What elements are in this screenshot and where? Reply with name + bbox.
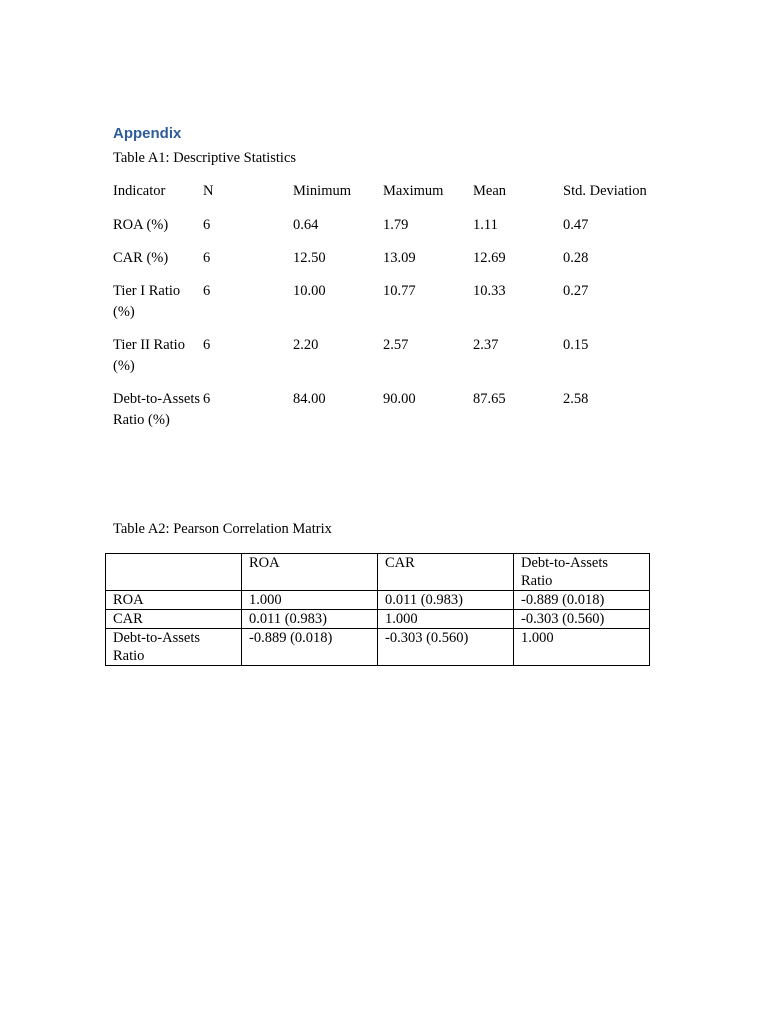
table-cell: 0.011 (0.983) (378, 591, 514, 610)
table-cell: 0.011 (0.983) (242, 610, 378, 629)
column-header: CAR (378, 554, 514, 591)
table-a1-caption: Table A1: Descriptive Statistics (113, 150, 297, 166)
table-cell: 10.77 (383, 283, 416, 299)
table-cell: 6 (203, 217, 211, 233)
table-cell: 0.27 (563, 283, 589, 299)
table-cell: 2.20 (293, 337, 319, 353)
column-header: Debt-to-Assets Ratio (514, 554, 650, 591)
table-header-row (113, 181, 653, 215)
table-cell: 1.000 (514, 629, 650, 666)
table-cell: CAR (106, 610, 242, 629)
table-cell: 1.000 (378, 610, 514, 629)
table-cell: ROA (106, 591, 242, 610)
table-cell: 2.57 (383, 337, 409, 353)
table-cell: 6 (203, 337, 211, 353)
column-header: ROA (242, 554, 378, 591)
table-cell: -0.303 (0.560) (378, 629, 514, 666)
table-cell: Tier I Ratio (%) (113, 283, 181, 320)
table-cell: 13.09 (383, 250, 416, 266)
table-cell: 1.11 (473, 217, 498, 233)
table-row (106, 610, 650, 629)
table-cell: 10.00 (293, 283, 326, 299)
appendix-heading: Appendix (113, 125, 182, 142)
table-cell: -0.889 (0.018) (514, 591, 650, 610)
table-row (113, 389, 653, 443)
column-header: N (203, 183, 214, 199)
table-cell: 1.79 (383, 217, 409, 233)
table-cell: 0.28 (563, 250, 589, 266)
table-cell: 12.50 (293, 250, 326, 266)
column-header: Std. Deviation (563, 183, 647, 199)
table-cell: -0.303 (0.560) (514, 610, 650, 629)
table-cell: -0.889 (0.018) (242, 629, 378, 666)
table-cell: Debt-to-Assets Ratio (%) (113, 391, 200, 428)
table-header-row (106, 554, 650, 591)
table-cell: Tier II Ratio (%) (113, 337, 185, 374)
column-header: Mean (473, 183, 507, 199)
table-cell: 84.00 (293, 391, 326, 407)
column-header: Maximum (383, 183, 444, 199)
column-header (106, 554, 242, 591)
table-row (106, 629, 650, 666)
table-cell: 2.37 (473, 337, 499, 353)
column-header: Minimum (293, 183, 352, 199)
table-row (113, 248, 653, 281)
table-row (113, 215, 653, 248)
table-cell: 0.64 (293, 217, 319, 233)
table-cell: Debt-to-Assets Ratio (106, 629, 242, 666)
table-cell: ROA (%) (113, 217, 169, 233)
table-row (113, 281, 653, 335)
column-header: Indicator (113, 183, 166, 199)
table-cell: 2.58 (563, 391, 589, 407)
table-cell: 6 (203, 391, 211, 407)
table-cell: 90.00 (383, 391, 416, 407)
table-cell: 10.33 (473, 283, 506, 299)
table-cell: 1.000 (242, 591, 378, 610)
descriptive-statistics-table (113, 181, 653, 443)
table-cell: CAR (%) (113, 250, 169, 266)
table-a2-caption: Table A2: Pearson Correlation Matrix (113, 521, 332, 537)
table-cell: 12.69 (473, 250, 506, 266)
table-cell: 87.65 (473, 391, 506, 407)
table-cell: 6 (203, 250, 211, 266)
table-cell: 6 (203, 283, 211, 299)
table-row (106, 591, 650, 610)
table-cell: 0.47 (563, 217, 589, 233)
table-cell: 0.15 (563, 337, 589, 353)
correlation-matrix-table (105, 553, 650, 666)
table-row (113, 335, 653, 389)
